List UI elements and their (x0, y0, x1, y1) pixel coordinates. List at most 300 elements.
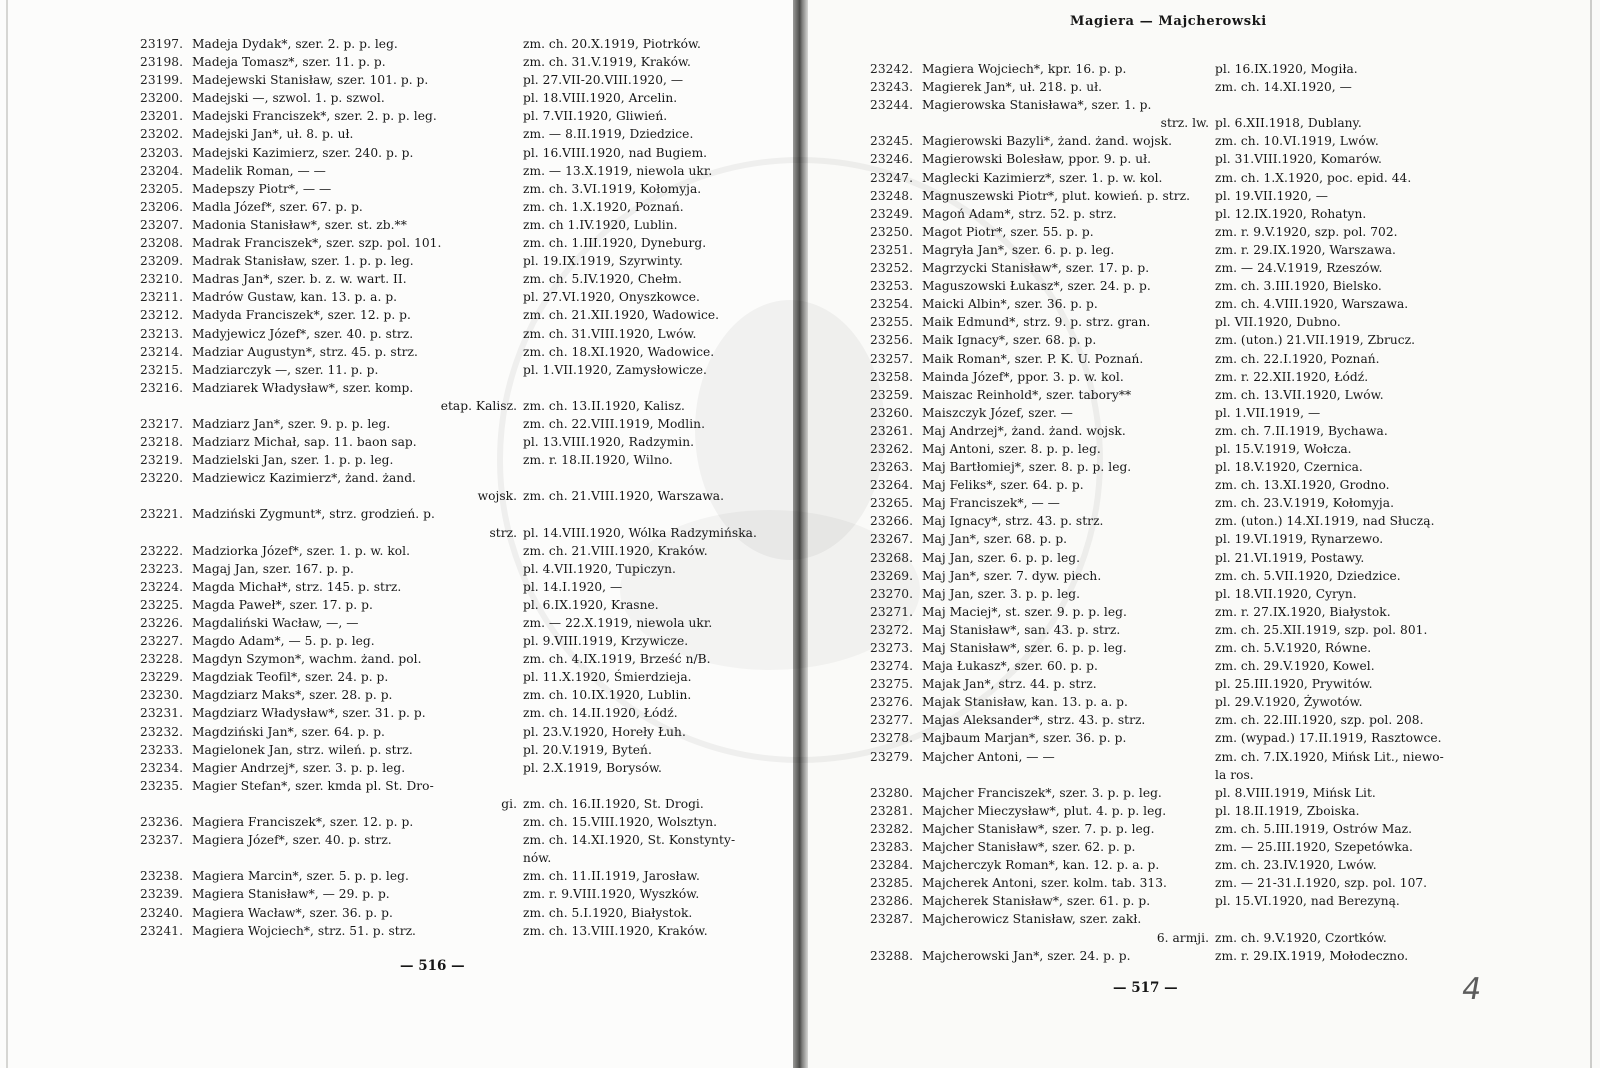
entry-person: Maj Maciej*, st. szer. 9. p. p. leg. (922, 604, 1127, 619)
list-item (870, 695, 1444, 713)
entry-number: 23274. (870, 659, 913, 674)
entry-number: 23265. (870, 496, 913, 511)
entry-death-record: pl. 27.VII-20.VIII.1920, — (523, 73, 684, 88)
list-item (140, 598, 757, 616)
list-item (140, 869, 757, 887)
entry-number: 23202. (140, 127, 183, 142)
list-item (870, 297, 1444, 315)
entry-person: Madrak Franciszek*, szer. szp. pol. 101. (192, 236, 442, 251)
entry-death-record: zm. ch. 22.III.1920, szp. pol. 208. (1215, 713, 1424, 728)
list-item (140, 924, 757, 942)
page-edge (1590, 0, 1592, 1068)
entry-person: Majcher Mieczysław*, plut. 4. p. p. leg. (922, 803, 1167, 818)
entry-person: Madyjewicz Józef*, szer. 40. p. strz. (192, 326, 414, 341)
entry-number: 23259. (870, 387, 913, 402)
entry-number: 23216. (140, 380, 183, 395)
entry-person: Maja Łukasz*, szer. 60. p. p. (922, 659, 1098, 674)
entry-person: Magryła Jan*, szer. 6. p. p. leg. (922, 242, 1115, 257)
entry-death-record: pl. 16.VIII.1920, nad Bugiem. (523, 145, 708, 160)
entry-number: 23227. (140, 634, 183, 649)
entry-number: 23254. (870, 297, 913, 312)
entry-death-record: zm. ch. 5.VII.1920, Dziedzice. (1215, 568, 1401, 583)
entry-death-record: pl. 15.VI.1920, nad Berezyną. (1215, 894, 1400, 909)
entry-number: 23284. (870, 858, 913, 873)
entry-death-record: zm. ch 1.IV.1920, Lublin. (523, 217, 678, 232)
entry-number: 23217. (140, 416, 183, 431)
entry-number: 23282. (870, 821, 913, 836)
list-item (870, 171, 1444, 189)
entry-death-record: zm. ch. 5.I.1920, Białystok. (523, 905, 693, 920)
entry-death-record: pl. 21.VI.1919, Postawy. (1215, 550, 1365, 565)
entry-person: Majak Jan*, strz. 44. p. strz. (922, 677, 1097, 692)
entry-person: Madelik Roman, — — (192, 163, 326, 178)
entry-person: Majbaum Marjan*, szer. 36. p. p. (922, 731, 1127, 746)
list-item (870, 406, 1444, 424)
list-item (870, 551, 1444, 569)
list-item (140, 562, 757, 580)
entry-person: Magiera Józef*, szer. 40. p. strz. (192, 833, 392, 848)
handwritten-mark: 4 (1458, 972, 1485, 1007)
list-item (140, 725, 757, 743)
entry-person: etap. Kalisz. (440, 398, 517, 413)
entry-person: Magier Andrzej*, szer. 3. p. p. leg. (192, 760, 406, 775)
entry-person: Maguszowski Łukasz*, szer. 24. p. p. (922, 279, 1151, 294)
entry-person: strz. lw. (1160, 116, 1209, 131)
entry-number: 23228. (140, 652, 183, 667)
entry-person: Maj Stanisław*, szer. 6. p. p. leg. (922, 641, 1127, 655)
entry-death-record: zm. ch. 18.XI.1920, Wadowice. (523, 344, 715, 359)
book-gutter (793, 0, 808, 1068)
entry-number: 23253. (870, 279, 913, 294)
entry-number: 23240. (140, 905, 183, 920)
entry-death-record: zm. ch. 10.VI.1919, Lwów. (1215, 134, 1379, 149)
list-item (870, 460, 1444, 478)
entry-number: 23197. (140, 37, 183, 51)
entry-person: Magier Stefan*, szer. kmda pl. St. Dro- (192, 778, 434, 793)
right-entry-list (870, 62, 1444, 967)
entry-number: 23252. (870, 261, 913, 276)
entry-number: 23256. (870, 333, 913, 348)
page-number-left: — 516 — (400, 958, 465, 974)
entry-death-record: zm. ch. 16.II.1920, St. Drogi. (523, 796, 704, 811)
entry-number: 23215. (140, 362, 183, 377)
entry-number: 23236. (140, 815, 183, 830)
entry-death-record: zm. r. 18.II.1920, Wilno. (523, 453, 673, 468)
list-item (870, 243, 1444, 261)
entry-number: 23212. (140, 308, 183, 323)
entry-number: 23198. (140, 55, 183, 70)
entry-number: 23245. (870, 134, 913, 149)
entry-person: Magiera Wojciech*, strz. 51. p. strz. (192, 923, 416, 938)
entry-number: 23281. (870, 803, 913, 818)
entry-person: Madziorka Józef*, szer. 1. p. w. kol. (192, 543, 411, 558)
entry-number: 23222. (140, 543, 183, 558)
entry-person: Majas Aleksander*, strz. 43. p. strz. (922, 713, 1146, 728)
entry-number: 23257. (870, 351, 913, 366)
list-item (140, 308, 757, 326)
entry-number: 23243. (870, 80, 913, 95)
entry-person: Magdziarz Maks*, szer. 28. p. p. (192, 688, 393, 703)
list-item (870, 62, 1444, 80)
entry-death-record: zm. ch. 9.V.1920, Czortków. (1215, 930, 1387, 945)
list-item (140, 91, 757, 109)
entry-number: 23206. (140, 199, 183, 214)
page-number-right: — 517 — (1113, 980, 1178, 996)
page-edge (6, 0, 8, 1068)
entry-number: 23219. (140, 453, 183, 468)
entry-number: 23238. (140, 869, 183, 884)
entry-person: Maik Edmund*, strz. 9. p. strz. gran. (922, 315, 1151, 330)
entry-death-record: zm. ch. 5.IV.1920, Chełm. (523, 272, 682, 287)
list-item (140, 670, 757, 688)
list-item (870, 152, 1444, 170)
list-item (870, 804, 1444, 822)
entry-person: 6. armji. (1156, 930, 1209, 945)
list-item (140, 290, 757, 308)
entry-number: 23223. (140, 561, 183, 576)
entry-death-record: pl. 1.VII.1919, — (1215, 405, 1321, 420)
entry-death-record: pl. 29.V.1920, Żywotów. (1215, 695, 1363, 710)
entry-death-record: zm. ch. 7.IX.1920, Mińsk Lit., niewo- (1215, 749, 1444, 764)
list-item (140, 127, 757, 145)
list-item (870, 858, 1444, 876)
entry-person: Madziewicz Kazimierz*, żand. żand. (192, 471, 416, 486)
entry-number: 23204. (140, 163, 183, 178)
entry-person: Madejewski Stanisław, szer. 101. p. p. (192, 73, 429, 88)
list-item (870, 514, 1444, 532)
entry-person: Magierowska Stanisława*, szer. 1. p. (922, 98, 1152, 113)
list-item (140, 544, 757, 562)
entry-number: 23251. (870, 242, 913, 257)
entry-person: Madejski Franciszek*, szer. 2. p. p. leg. (192, 109, 437, 124)
list-item (140, 652, 757, 670)
entry-death-record: pl. 6.IX.1920, Krasne. (523, 597, 659, 612)
entry-death-record: zm. ch. 3.III.1920, Bielsko. (1215, 279, 1382, 294)
list-item (870, 750, 1444, 786)
entry-person: Magdziak Teofil*, szer. 24. p. p. (192, 670, 389, 685)
list-item (870, 840, 1444, 858)
entry-person: Madrak Stanisław, szer. 1. p. p. leg. (192, 254, 414, 269)
entry-death-record: zm. ch. 20.X.1919, Piotrków. (523, 37, 701, 51)
entry-person: Magrzycki Stanisław*, szer. 17. p. p. (922, 261, 1150, 276)
list-item (870, 98, 1444, 134)
entry-death-record: zm. ch. 1.X.1920, Poznań. (523, 199, 684, 214)
entry-person: Madziarczyk —, szer. 11. p. p. (192, 362, 379, 377)
entry-person: Magda Michał*, strz. 145. p. strz. (192, 579, 402, 594)
entry-death-record: pl. 14.I.1920, — (523, 579, 623, 594)
entry-death-record: zm. ch. 15.VIII.1920, Wolsztyn. (523, 815, 718, 830)
entry-person: Maj Jan*, szer. 7. dyw. piech. (922, 568, 1102, 583)
entry-death-record: pl. 7.VII.1920, Gliwień. (523, 109, 668, 124)
entry-number: 23218. (140, 435, 183, 450)
running-header: Magiera — Majcherowski (1070, 14, 1267, 29)
entry-number: 23246. (870, 152, 913, 167)
entry-number: 23235. (140, 778, 183, 793)
entry-number: 23267. (870, 532, 913, 547)
entry-death-record: zm. r. 22.XII.1920, Łódź. (1215, 369, 1369, 384)
entry-death-record: pl. 14.VIII.1920, Wólka Radzymińska. (523, 525, 757, 540)
entry-death-record: pl. 19.VII.1920, — (1215, 188, 1328, 203)
entry-person: Madejski —, szwol. 1. p. szwol. (192, 91, 385, 106)
entry-death-record: zm. ch. 5.III.1919, Ostrów Maz. (1215, 821, 1413, 836)
entry-person: Maglecki Kazimierz*, szer. 1. p. w. kol. (922, 170, 1163, 185)
entry-number: 23239. (140, 887, 183, 902)
list-item (870, 315, 1444, 333)
list-item (870, 478, 1444, 496)
entry-person: Madla Józef*, szer. 67. p. p. (192, 199, 363, 214)
list-item (870, 496, 1444, 514)
entry-death-record: zm. — 24.V.1919, Rzeszów. (1215, 261, 1383, 276)
entry-person: Madeja Dydak*, szer. 2. p. p. leg. (192, 37, 398, 51)
entry-death-record: nów. (523, 851, 552, 866)
list-item (140, 761, 757, 779)
list-item (140, 706, 757, 724)
entry-number: 23250. (870, 224, 913, 239)
entry-death-record: pl. 6.XII.1918, Dublany. (1215, 116, 1362, 131)
list-item (140, 200, 757, 218)
list-item (870, 605, 1444, 623)
entry-death-record: pl. 27.VI.1920, Onyszkowce. (523, 290, 700, 305)
entry-death-record: pl. 20.V.1919, Byteń. (523, 742, 652, 757)
entry-number: 23208. (140, 236, 183, 251)
entry-number: 23261. (870, 423, 913, 438)
entry-number: 23199. (140, 73, 183, 88)
entry-death-record: pl. 19.VI.1919, Rynarzewo. (1215, 532, 1384, 547)
entry-death-record: pl. 11.X.1920, Śmierdzieja. (523, 670, 692, 685)
list-item (140, 815, 757, 833)
entry-number: 23287. (870, 912, 913, 927)
list-item (140, 453, 757, 471)
list-item (140, 634, 757, 652)
entry-number: 23234. (140, 760, 183, 775)
entry-number: 23258. (870, 369, 913, 384)
entry-death-record: zm. ch. 21.VIII.1920, Warszawa. (523, 489, 725, 504)
entry-number: 23277. (870, 713, 913, 728)
entry-death-record: pl. 13.VIII.1920, Radzymin. (523, 435, 695, 450)
entry-death-record: zm. ch. 13.XI.1920, Grodno. (1215, 478, 1390, 493)
entry-death-record: zm. (uton.) 21.VII.1919, Zbrucz. (1215, 333, 1416, 348)
list-item (140, 363, 757, 381)
entry-number: 23203. (140, 145, 183, 160)
entry-number: 23263. (870, 460, 913, 475)
entry-number: 23260. (870, 405, 913, 420)
entry-person: Maiszac Reinhold*, szer. tabory** (922, 387, 1132, 402)
entry-person: Magierek Jan*, uł. 218. p. uł. (922, 80, 1103, 95)
entry-person: Maj Jan, szer. 3. p. p. leg. (922, 586, 1081, 601)
list-item (140, 218, 757, 236)
entry-death-record: zm. ch. 14.XI.1920, — (1215, 80, 1352, 95)
entry-person: Magdziński Jan*, szer. 64. p. p. (192, 724, 385, 739)
entry-number: 23266. (870, 514, 913, 529)
entry-number: 23286. (870, 894, 913, 909)
list-item (870, 442, 1444, 460)
entry-person: Madeja Tomasz*, szer. 11. p. p. (192, 55, 386, 70)
entry-person: Magiera Stanisław*, — 29. p. p. (192, 887, 390, 902)
entry-person: Madziar Augustyn*, strz. 45. p. strz. (192, 344, 418, 359)
entry-death-record: pl. 4.VII.1920, Tupiczyn. (523, 561, 676, 576)
entry-death-record: pl. 18.V.1920, Czernica. (1215, 460, 1363, 475)
list-item (140, 254, 757, 272)
entry-person: Madyda Franciszek*, szer. 12. p. p. (192, 308, 411, 323)
entry-person: Madzielski Jan, szer. 1. p. p. leg. (192, 453, 394, 468)
entry-person: Magiera Marcin*, szer. 5. p. p. leg. (192, 869, 409, 884)
entry-person: Maicki Albin*, szer. 36. p. p. (922, 297, 1098, 312)
entry-number: 23231. (140, 706, 183, 721)
list-item (140, 381, 757, 417)
entry-person: Majcher Antoni, — — (922, 749, 1055, 764)
entry-number: 23241. (140, 923, 183, 938)
entry-person: Maj Ignacy*, strz. 43. p. strz. (922, 514, 1104, 529)
entry-person: Magdyn Szymon*, wachm. żand. pol. (192, 652, 422, 667)
list-item (140, 272, 757, 290)
right-page (808, 0, 1600, 1068)
entry-death-record: zm. ch. 23.IV.1920, Lwów. (1215, 858, 1377, 873)
entry-death-record: zm. r. 27.IX.1920, Białystok. (1215, 604, 1391, 619)
left-entry-list (140, 37, 757, 942)
list-item (870, 532, 1444, 550)
entry-person: Magierowski Bazyli*, żand. żand. wojsk. (922, 134, 1173, 149)
entry-number: 23264. (870, 478, 913, 493)
entry-number: 23209. (140, 254, 183, 269)
list-item (870, 352, 1444, 370)
entry-death-record: pl. 9.VIII.1919, Krzywicze. (523, 634, 689, 649)
list-item (140, 471, 757, 507)
entry-death-record: pl. 18.VII.1920, Cyryn. (1215, 586, 1357, 601)
entry-person: Madziarz Jan*, szer. 9. p. p. leg. (192, 416, 391, 431)
entry-number: 23283. (870, 840, 913, 855)
entry-number: 23213. (140, 326, 183, 341)
entry-death-record: zm. ch. 13.II.1920, Kalisz. (523, 398, 685, 413)
entry-death-record: zm. ch. 23.V.1919, Kołomyja. (1215, 496, 1395, 511)
entry-person: Maj Franciszek*, — — (922, 496, 1060, 511)
entry-death-record: zm. ch. 13.VIII.1920, Kraków. (523, 923, 708, 938)
entry-person: Majcher Franciszek*, szer. 3. p. p. leg. (922, 785, 1162, 800)
list-item (140, 688, 757, 706)
entry-death-record: pl. 1.VII.1920, Zamysłowicze. (523, 362, 707, 377)
list-item (140, 906, 757, 924)
entry-death-record: zm. ch. 10.IX.1920, Lublin. (523, 688, 692, 703)
entry-person: Madonia Stanisław*, szer. st. zb.** (192, 217, 407, 232)
entry-person: Madepszy Piotr*, — — (192, 181, 332, 196)
entry-person: Magdo Adam*, — 5. p. p. leg. (192, 634, 375, 649)
entry-person: Mainda Józef*, ppor. 3. p. w. kol. (922, 369, 1124, 384)
entry-number: 23247. (870, 170, 913, 185)
entry-number: 23205. (140, 181, 183, 196)
list-item (870, 333, 1444, 351)
entry-number: 23271. (870, 604, 913, 619)
list-item (870, 894, 1444, 912)
list-item (140, 146, 757, 164)
list-item (140, 345, 757, 363)
entry-death-record: zm. ch. 21.VIII.1920, Kraków. (523, 543, 708, 558)
entry-person: Magiera Franciszek*, szer. 12. p. p. (192, 815, 414, 830)
entry-number: 23237. (140, 833, 183, 848)
entry-number: 23248. (870, 188, 913, 203)
entry-number: 23221. (140, 507, 183, 522)
entry-death-record: pl. 2.X.1919, Borysów. (523, 760, 662, 775)
entry-number: 23224. (140, 579, 183, 594)
entry-number: 23210. (140, 272, 183, 287)
entry-person: wojsk. (477, 489, 517, 504)
entry-person: Magdaliński Wacław, —, — (192, 616, 359, 630)
entry-death-record: zm. ch. 1.X.1920, poc. epid. 44. (1215, 170, 1412, 185)
list-item (870, 134, 1444, 152)
entry-number: 23225. (140, 597, 183, 612)
entry-person: Majcherowicz Stanisław, szer. zakł. (922, 912, 1142, 927)
entry-death-record: zm. — 22.X.1919, niewola ukr. (523, 616, 713, 630)
list-item (140, 833, 757, 869)
entry-person: Maj Feliks*, szer. 64. p. p. (922, 478, 1084, 493)
left-page (0, 0, 794, 1068)
entry-death-record: zm. — 25.III.1920, Szepetówka. (1215, 840, 1413, 855)
entry-number: 23200. (140, 91, 183, 106)
entry-death-record: zm. ch. 3.VI.1919, Kołomyja. (523, 181, 702, 196)
list-item (870, 207, 1444, 225)
entry-person: Madziarz Michał, sap. 11. baon sap. (192, 435, 417, 450)
entry-death-record: la ros. (1215, 767, 1254, 782)
entry-number: 23230. (140, 688, 183, 703)
entry-death-record: pl. VII.1920, Dubno. (1215, 315, 1341, 330)
entry-number: 23275. (870, 677, 913, 692)
entry-death-record: zm. ch. 14.II.1920, Łódź. (523, 706, 678, 721)
entry-person: Majcherowski Jan*, szer. 24. p. p. (922, 948, 1131, 963)
entry-person: Magda Paweł*, szer. 17. p. p. (192, 597, 373, 612)
list-item (140, 327, 757, 345)
list-item (870, 876, 1444, 894)
entry-number: 23232. (140, 724, 183, 739)
list-item (140, 182, 757, 200)
list-item (870, 623, 1444, 641)
list-item (870, 786, 1444, 804)
list-item (140, 55, 757, 73)
list-item (870, 731, 1444, 749)
entry-death-record: zm. ch. 1.III.1920, Dyneburg. (523, 236, 707, 251)
entry-number: 23211. (140, 290, 183, 305)
entry-number: 23285. (870, 876, 913, 891)
entry-person: Maiszczyk Józef, szer. — (922, 405, 1073, 420)
entry-person: Magnuszewski Piotr*, plut. kowień. p. strz. (922, 188, 1191, 203)
entry-death-record: pl. 8.VIII.1919, Mińsk Lit. (1215, 785, 1376, 800)
entry-number: 23201. (140, 109, 183, 124)
entry-person: strz. (489, 525, 517, 540)
entry-person: Maj Jan, szer. 6. p. p. leg. (922, 550, 1081, 565)
entry-person: Maj Jan*, szer. 68. p. p. (922, 532, 1068, 547)
list-item (870, 370, 1444, 388)
entry-death-record: pl. 12.IX.1920, Rohatyn. (1215, 206, 1367, 221)
entry-person: Maj Bartłomiej*, szer. 8. p. p. leg. (922, 460, 1132, 475)
entry-person: Majcher Stanisław*, szer. 7. p. p. leg. (922, 821, 1155, 836)
entry-death-record: zm. r. 29.IX.1920, Warszawa. (1215, 242, 1396, 257)
entry-death-record: zm. ch. 25.XII.1919, szp. pol. 801. (1215, 622, 1428, 637)
entry-person: Magoń Adam*, strz. 52. p. strz. (922, 206, 1117, 221)
entry-death-record: zm. ch. 13.VII.1920, Lwów. (1215, 387, 1384, 402)
entry-death-record: zm. ch. 31.V.1919, Kraków. (523, 55, 691, 70)
entry-person: Maj Antoni, szer. 8. p. p. leg. (922, 441, 1101, 456)
list-item (140, 779, 757, 815)
entry-person: Majak Stanisław, kan. 13. p. a. p. (922, 695, 1128, 710)
entry-death-record: zm. — 13.X.1919, niewola ukr. (523, 163, 713, 178)
entry-death-record: zm. ch. 31.VIII.1920, Lwów. (523, 326, 697, 341)
list-item (140, 417, 757, 435)
entry-person: Majcherczyk Roman*, kan. 12. p. a. p. (922, 858, 1160, 873)
list-item (870, 677, 1444, 695)
list-item (140, 616, 757, 634)
entry-person: Maj Stanisław*, san. 43. p. strz. (922, 622, 1121, 637)
entry-number: 23226. (140, 616, 183, 630)
entry-death-record: pl. 31.VIII.1920, Komarów. (1215, 152, 1382, 167)
entry-number: 23276. (870, 695, 913, 710)
entry-death-record: pl. 18.VIII.1920, Arcelin. (523, 91, 678, 106)
